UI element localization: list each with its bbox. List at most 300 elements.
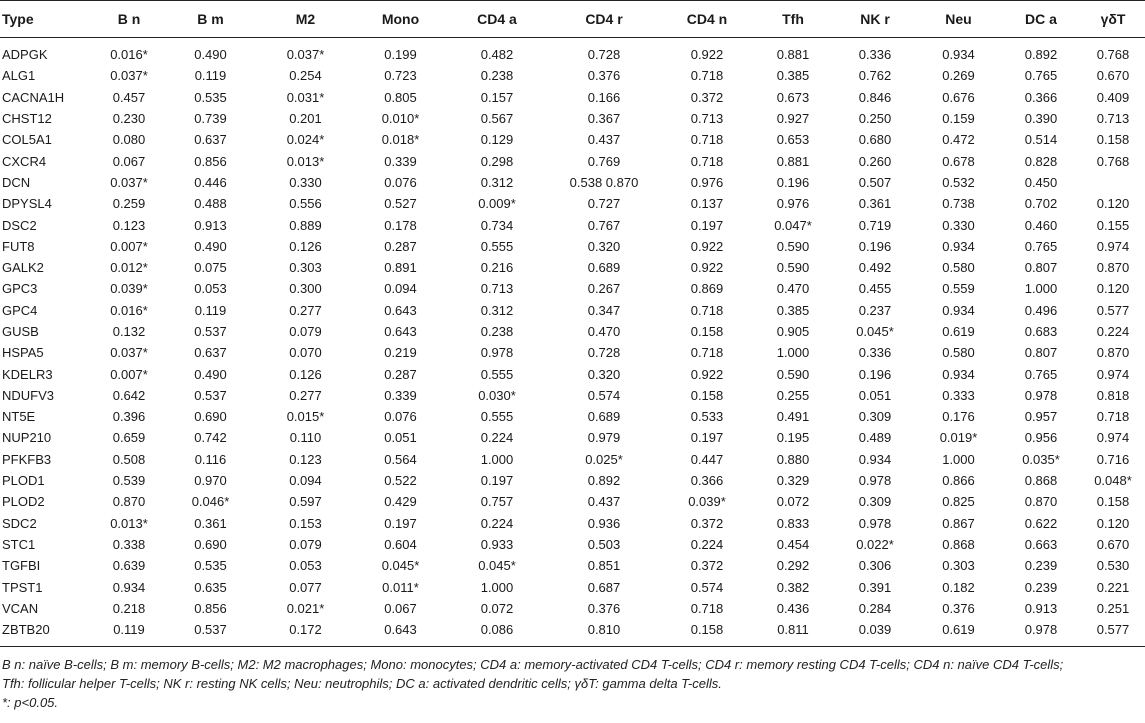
p-value-cell bbox=[1081, 172, 1145, 193]
table-row bbox=[0, 300, 1145, 321]
p-value-cell: 1.000 bbox=[480, 451, 514, 467]
p-value-cell: 0.472 bbox=[942, 132, 975, 148]
p-value-cell: 0.974 bbox=[1096, 238, 1130, 254]
p-value-cell: 0.330 bbox=[289, 174, 322, 190]
p-value-cell: 0.079 bbox=[289, 536, 322, 552]
table-row bbox=[0, 65, 1145, 86]
p-value-cell: 0.690 bbox=[194, 409, 227, 425]
p-value-cell: 0.978 bbox=[1001, 619, 1081, 647]
p-value-cell: 0.488 bbox=[194, 196, 227, 212]
table-row bbox=[0, 427, 1145, 448]
p-value-cell: 0.080 bbox=[112, 132, 146, 148]
p-value-cell: 0.110 bbox=[289, 430, 322, 446]
p-value-cell: 0.287 bbox=[384, 366, 417, 382]
gene-name-cell: DCN bbox=[2, 174, 31, 190]
p-value-cell: 0.072 bbox=[776, 494, 810, 510]
p-value-cell: 0.713 bbox=[480, 281, 514, 297]
p-value-cell: 0.292 bbox=[776, 558, 810, 574]
p-value-cell: 0.123 bbox=[289, 451, 322, 467]
table-footnotes bbox=[0, 655, 1145, 712]
p-value-cell: 0.320 bbox=[587, 366, 621, 382]
p-value-cell: 0.309 bbox=[858, 494, 892, 510]
p-value-cell: 0.978 bbox=[1024, 387, 1058, 403]
p-value-cell: 0.155 bbox=[1096, 217, 1130, 233]
p-value-cell: 0.856 bbox=[194, 600, 227, 616]
p-value-cell: 0.196 bbox=[858, 366, 892, 382]
p-value-cell: 0.870 bbox=[1096, 260, 1130, 276]
p-value-cell: 0.680 bbox=[858, 132, 892, 148]
p-value-cell: 0.653 bbox=[776, 132, 810, 148]
p-value-cell: 0.129 bbox=[480, 132, 514, 148]
p-value-cell: 0.922 bbox=[690, 238, 724, 254]
p-value-cell: 1.000 bbox=[480, 579, 514, 595]
table-row bbox=[0, 534, 1145, 555]
p-value-cell: 0.742 bbox=[194, 430, 227, 446]
p-value-cell: 0.022* bbox=[856, 536, 894, 552]
p-value-cell: 0.158 bbox=[1096, 494, 1130, 510]
p-value-cell: 0.429 bbox=[384, 494, 417, 510]
p-value-cell: 0.019* bbox=[939, 430, 978, 446]
p-value-cell: 0.120 bbox=[1096, 515, 1130, 531]
p-value-cell: 0.218 bbox=[112, 600, 146, 616]
table-row bbox=[0, 214, 1145, 235]
p-value-cell: 0.372 bbox=[690, 89, 724, 105]
p-value-cell: 0.687 bbox=[587, 579, 621, 595]
p-value-cell: 0.372 bbox=[690, 558, 724, 574]
gene-name-cell: HSPA5 bbox=[2, 345, 44, 361]
p-value-cell: 0.567 bbox=[480, 111, 514, 127]
p-value-cell: 0.818 bbox=[1096, 387, 1130, 403]
p-value-cell: 0.643 bbox=[384, 324, 417, 339]
p-value-cell: 0.132 bbox=[112, 324, 146, 339]
p-value-cell: 0.391 bbox=[858, 579, 892, 595]
p-value-cell: 0.718 bbox=[690, 132, 724, 148]
p-value-cell: 0.905 bbox=[776, 324, 810, 339]
p-value-cell: 0.833 bbox=[776, 515, 810, 531]
p-value-cell: 0.254 bbox=[289, 68, 322, 84]
p-value-cell: 0.810 bbox=[546, 619, 662, 647]
table-row bbox=[0, 513, 1145, 534]
p-value-cell: 0.076 bbox=[384, 174, 417, 190]
p-value-cell: 0.053 bbox=[194, 281, 227, 297]
table-row bbox=[0, 619, 1145, 647]
p-value-cell: 0.734 bbox=[480, 217, 514, 233]
table-row bbox=[0, 576, 1145, 597]
p-value-cell: 0.012* bbox=[110, 260, 148, 276]
p-value-cell: 0.590 bbox=[776, 366, 810, 382]
p-value-cell: 0.094 bbox=[384, 281, 417, 297]
table-row bbox=[0, 236, 1145, 257]
p-value-cell: 0.072 bbox=[480, 600, 514, 616]
table-row bbox=[0, 150, 1145, 171]
p-value-cell: 0.522 bbox=[384, 473, 417, 489]
p-value-cell: 0.559 bbox=[942, 281, 975, 297]
p-value-cell: 0.086 bbox=[448, 619, 546, 647]
p-value-cell: 0.018* bbox=[381, 132, 420, 148]
p-value-cell: 0.238 bbox=[480, 324, 514, 339]
gene-name-cell: TPST1 bbox=[2, 579, 43, 595]
p-value-cell: 0.260 bbox=[858, 153, 892, 169]
p-value-cell: 0.051 bbox=[384, 430, 417, 446]
p-value-cell: 0.126 bbox=[289, 366, 322, 382]
p-value-cell: 0.716 bbox=[1096, 451, 1130, 467]
p-value-cell: 0.913 bbox=[194, 217, 227, 233]
p-value-cell: 0.637 bbox=[194, 132, 227, 148]
p-value-cell: 0.094 bbox=[289, 473, 322, 489]
p-value-cell: 0.067 bbox=[112, 153, 146, 169]
p-value-cell: 0.868 bbox=[1024, 473, 1058, 489]
p-value-cell: 0.153 bbox=[289, 515, 322, 531]
p-value-cell: 0.574 bbox=[587, 387, 621, 403]
p-value-cell: 0.116 bbox=[194, 451, 227, 467]
table-row bbox=[0, 449, 1145, 470]
p-value-cell: 0.298 bbox=[480, 153, 514, 169]
p-value-cell: 0.556 bbox=[289, 196, 322, 212]
p-value-cell: 0.934 bbox=[942, 302, 975, 318]
p-value-cell: 0.016* bbox=[110, 302, 148, 318]
p-value-cell: 0.892 bbox=[1024, 47, 1058, 63]
p-value-cell: 0.718 bbox=[1096, 409, 1130, 425]
p-value-cell: 0.255 bbox=[776, 387, 810, 403]
p-value-cell: 0.076 bbox=[384, 409, 417, 425]
p-value-cell: 0.491 bbox=[776, 409, 810, 425]
p-value-cell: 0.535 bbox=[194, 89, 227, 105]
column-header: M2 bbox=[258, 1, 353, 38]
p-value-cell: 0.670 bbox=[1096, 68, 1130, 84]
p-value-cell: 0.678 bbox=[942, 153, 975, 169]
p-value-cell: 0.881 bbox=[776, 47, 810, 63]
abbreviations-line-2: Tfh: follicular helper T-cells; NK r: resting NK cells; Neu: neutrophils; DC a: activated dendritic cells; γδT: gamma delta T-cells. bbox=[2, 676, 722, 692]
p-value-cell: 0.237 bbox=[858, 302, 892, 318]
p-value-cell: 0.974 bbox=[1096, 430, 1130, 446]
gene-name-cell: PFKFB3 bbox=[2, 451, 52, 467]
gene-name-cell: GPC3 bbox=[2, 281, 38, 297]
p-value-cell: 0.024* bbox=[286, 132, 325, 148]
p-value-cell: 0.974 bbox=[1096, 366, 1130, 382]
p-value-cell: 0.035* bbox=[1022, 451, 1060, 467]
p-value-cell: 0.230 bbox=[112, 111, 146, 127]
p-value-cell: 0.718 bbox=[690, 302, 724, 318]
gene-name-cell: STC1 bbox=[2, 536, 36, 552]
p-value-cell: 0.201 bbox=[289, 111, 322, 127]
p-value-cell: 0.120 bbox=[1096, 196, 1130, 212]
p-value-cell: 0.489 bbox=[858, 430, 892, 446]
p-value-cell: 0.007* bbox=[110, 366, 148, 382]
p-value-cell: 0.259 bbox=[112, 196, 146, 212]
p-value-cell: 0.492 bbox=[858, 260, 892, 276]
p-value-cell: 0.892 bbox=[587, 473, 621, 489]
p-value-cell: 0.564 bbox=[384, 451, 417, 467]
p-value-cell: 0.719 bbox=[858, 217, 892, 233]
p-value-cell: 0.015* bbox=[286, 409, 325, 425]
p-value-cell: 0.176 bbox=[942, 409, 975, 425]
p-value-cell: 0.762 bbox=[858, 68, 892, 84]
p-value-cell: 0.157 bbox=[480, 89, 514, 105]
p-value-cell: 0.530 bbox=[1096, 558, 1130, 574]
p-value-cell: 0.590 bbox=[776, 260, 810, 276]
p-value-cell: 0.934 bbox=[858, 451, 892, 467]
p-value-cell: 0.532 bbox=[942, 174, 975, 190]
p-value-cell: 0.300 bbox=[289, 281, 322, 297]
gene-name-cell: ADPGK bbox=[2, 47, 48, 63]
p-value-cell: 0.197 bbox=[384, 515, 417, 531]
p-value-cell: 0.870 bbox=[1096, 345, 1130, 361]
p-value-cell: 0.284 bbox=[858, 600, 892, 616]
p-value-cell: 0.347 bbox=[587, 302, 621, 318]
abbreviations-line-1: B n: naïve B-cells; B m: memory B-cells; M2: M2 macrophages; Mono: monocytes; CD4 a: memory-activated CD4 T-cells; CD4 r: memory resting CD4 T-cells; CD4 n: naïve CD4 T-cells; bbox=[2, 657, 1064, 673]
table-row bbox=[0, 108, 1145, 129]
p-value-cell: 0.172 bbox=[258, 619, 353, 647]
p-value-cell: 0.619 bbox=[916, 619, 1001, 647]
p-value-cell: 0.079 bbox=[289, 324, 322, 339]
column-header: CD4 n bbox=[662, 1, 752, 38]
p-value-cell: 0.533 bbox=[690, 409, 724, 425]
p-value-cell: 0.178 bbox=[384, 217, 417, 233]
gene-name-cell: GALK2 bbox=[2, 260, 44, 276]
p-value-cell: 0.922 bbox=[690, 47, 724, 63]
p-value-cell: 0.077 bbox=[289, 579, 322, 595]
p-value-cell: 0.126 bbox=[289, 238, 322, 254]
p-value-cell: 0.303 bbox=[942, 558, 975, 574]
p-value-cell: 0.723 bbox=[384, 68, 417, 84]
p-value-cell: 0.718 bbox=[690, 600, 724, 616]
p-value-cell: 0.053 bbox=[289, 558, 322, 574]
table-row bbox=[0, 363, 1145, 384]
p-value-cell: 0.535 bbox=[194, 558, 227, 574]
p-value-cell: 0.768 bbox=[1096, 153, 1130, 169]
gene-name-cell: CHST12 bbox=[2, 111, 52, 127]
p-value-cell: 0.287 bbox=[384, 238, 417, 254]
p-value-cell: 0.158 bbox=[662, 619, 752, 647]
p-value-cell: 0.927 bbox=[776, 111, 810, 127]
p-value-cell: 0.447 bbox=[690, 451, 724, 467]
table-row bbox=[0, 193, 1145, 214]
p-value-cell: 0.765 bbox=[1024, 68, 1058, 84]
p-value-cell: 0.956 bbox=[1024, 430, 1058, 446]
p-value-cell: 0.037* bbox=[110, 68, 148, 84]
p-value-cell: 0.851 bbox=[587, 558, 621, 574]
p-value-cell: 0.922 bbox=[690, 366, 724, 382]
p-value-cell: 0.312 bbox=[480, 302, 514, 318]
p-value-cell: 0.460 bbox=[1024, 217, 1058, 233]
p-value-cell: 0.846 bbox=[858, 89, 892, 105]
p-value-cell: 0.537 bbox=[194, 324, 227, 339]
p-value-cell: 0.537 bbox=[163, 619, 258, 647]
p-value-cell: 0.221 bbox=[1096, 579, 1130, 595]
p-value-cell: 0.728 bbox=[587, 47, 621, 63]
p-value-cell: 0.713 bbox=[1096, 111, 1130, 127]
p-value-cell: 0.867 bbox=[942, 515, 975, 531]
column-header: Tfh bbox=[752, 1, 834, 38]
p-value-cell: 0.010* bbox=[381, 111, 420, 127]
p-value-cell: 0.030* bbox=[478, 387, 516, 403]
p-value-cell: 0.934 bbox=[942, 47, 975, 63]
p-value-cell: 0.158 bbox=[690, 387, 724, 403]
p-value-cell: 0.978 bbox=[858, 515, 892, 531]
p-value-cell: 0.537 bbox=[194, 387, 227, 403]
p-value-cell: 0.367 bbox=[587, 111, 621, 127]
p-value-cell: 0.269 bbox=[942, 68, 975, 84]
p-value-cell: 0.757 bbox=[480, 494, 514, 510]
p-value-cell: 0.574 bbox=[690, 579, 724, 595]
p-value-cell: 0.642 bbox=[112, 387, 146, 403]
p-value-cell: 0.238 bbox=[480, 68, 514, 84]
table-row bbox=[0, 87, 1145, 108]
p-value-cell: 0.765 bbox=[1024, 366, 1058, 382]
p-value-cell: 0.446 bbox=[194, 174, 227, 190]
p-value-cell: 0.828 bbox=[1024, 153, 1058, 169]
p-value-cell: 0.045* bbox=[478, 558, 516, 574]
p-value-cell: 0.119 bbox=[194, 68, 227, 84]
p-value-cell: 0.676 bbox=[942, 89, 975, 105]
gene-name-cell: TGFBI bbox=[2, 558, 41, 574]
p-value-cell: 0.267 bbox=[587, 281, 621, 297]
p-value-cell: 0.376 bbox=[587, 68, 621, 84]
gene-name-cell: COL5A1 bbox=[2, 132, 52, 148]
p-value-cell: 0.767 bbox=[587, 217, 621, 233]
p-value-cell: 0.013* bbox=[110, 515, 148, 531]
column-header: B n bbox=[95, 1, 163, 38]
p-value-cell: 0.219 bbox=[384, 345, 417, 361]
p-value-cell: 0.051 bbox=[858, 387, 892, 403]
p-value-cell: 0.196 bbox=[858, 238, 892, 254]
table-row bbox=[0, 555, 1145, 576]
p-value-cell: 0.437 bbox=[587, 494, 621, 510]
p-value-cell: 0.470 bbox=[776, 281, 810, 297]
p-value-cell: 0.039 bbox=[834, 619, 916, 647]
p-value-cell: 0.922 bbox=[690, 260, 724, 276]
p-value-cell: 0.025* bbox=[585, 451, 623, 467]
p-value-cell: 0.555 bbox=[480, 366, 514, 382]
p-value-cell: 0.619 bbox=[942, 324, 975, 339]
p-value-cell: 0.508 bbox=[112, 451, 146, 467]
p-value-cell: 0.643 bbox=[384, 302, 417, 318]
p-value-cell: 0.197 bbox=[690, 217, 724, 233]
p-value-cell: 0.868 bbox=[942, 536, 975, 552]
p-value-cell: 0.934 bbox=[112, 579, 146, 595]
p-value-cell: 0.039* bbox=[110, 281, 148, 297]
p-value-cell: 0.330 bbox=[942, 217, 975, 233]
p-value-cell: 0.239 bbox=[1024, 558, 1058, 574]
p-value-cell: 0.196 bbox=[776, 174, 810, 190]
p-value-cell: 0.457 bbox=[112, 89, 146, 105]
p-value-cell: 0.470 bbox=[587, 324, 621, 339]
p-value-cell: 0.690 bbox=[194, 536, 227, 552]
p-value-cell: 0.718 bbox=[690, 68, 724, 84]
table-row bbox=[0, 321, 1145, 342]
p-value-cell: 0.037* bbox=[110, 174, 148, 190]
p-value-cell: 0.409 bbox=[1096, 89, 1130, 105]
table-row bbox=[0, 342, 1145, 363]
gene-name-cell: GPC4 bbox=[2, 302, 38, 318]
table-row bbox=[0, 598, 1145, 619]
p-value-cell: 0.197 bbox=[480, 473, 514, 489]
p-value-cell: 0.385 bbox=[776, 302, 810, 318]
p-value-cell: 0.007* bbox=[110, 238, 148, 254]
p-value-cell: 0.805 bbox=[384, 89, 417, 105]
column-header: Neu bbox=[916, 1, 1001, 38]
p-value-cell: 0.119 bbox=[194, 302, 227, 318]
p-value-cell: 0.021* bbox=[286, 600, 325, 616]
p-value-cell: 0.639 bbox=[112, 558, 146, 574]
p-value-cell: 0.739 bbox=[194, 111, 227, 127]
p-value-cell: 0.637 bbox=[194, 345, 227, 361]
p-value-cell: 0.936 bbox=[587, 515, 621, 531]
p-value-cell: 0.372 bbox=[690, 515, 724, 531]
p-value-cell: 0.538 0.870 bbox=[569, 174, 639, 190]
gene-name-cell: FUT8 bbox=[2, 238, 35, 254]
p-value-cell: 0.166 bbox=[587, 89, 621, 105]
p-value-cell: 0.490 bbox=[194, 238, 227, 254]
p-value-cell: 0.224 bbox=[690, 536, 724, 552]
p-value-cell: 0.597 bbox=[289, 494, 322, 510]
p-value-cell: 0.037* bbox=[286, 47, 325, 63]
p-value-cell: 0.727 bbox=[587, 196, 621, 212]
p-value-cell: 0.216 bbox=[480, 260, 514, 276]
p-value-cell: 1.000 bbox=[1024, 281, 1058, 297]
p-value-cell: 0.856 bbox=[194, 153, 227, 169]
p-value-cell: 0.555 bbox=[480, 409, 514, 425]
p-value-cell: 0.159 bbox=[942, 111, 975, 127]
p-value-cell: 0.539 bbox=[112, 473, 146, 489]
p-value-cell: 0.037* bbox=[110, 345, 148, 361]
p-value-cell: 0.067 bbox=[384, 600, 417, 616]
p-value-cell: 0.195 bbox=[776, 430, 810, 446]
p-value-cell: 0.490 bbox=[194, 47, 227, 63]
p-value-cell: 0.891 bbox=[384, 260, 417, 276]
gene-name-cell: NDUFV3 bbox=[2, 387, 55, 403]
p-value-cell: 0.336 bbox=[858, 47, 892, 63]
p-value-cell: 0.728 bbox=[587, 345, 621, 361]
table-body bbox=[0, 38, 1145, 647]
p-value-cell: 0.702 bbox=[1024, 196, 1058, 212]
p-value-cell: 0.039* bbox=[688, 494, 726, 510]
p-value-cell: 0.807 bbox=[1024, 260, 1058, 276]
p-value-cell: 0.013* bbox=[286, 153, 325, 169]
p-value-cell: 0.048* bbox=[1094, 473, 1132, 489]
p-value-cell: 0.604 bbox=[384, 536, 417, 552]
p-value-cell: 0.503 bbox=[587, 536, 621, 552]
p-value-cell: 0.437 bbox=[587, 132, 621, 148]
gene-name-cell: CACNA1H bbox=[2, 89, 65, 105]
p-value-cell: 0.889 bbox=[289, 217, 322, 233]
column-header: γδT bbox=[1081, 1, 1145, 38]
p-value-cell: 0.376 bbox=[942, 600, 975, 616]
p-value-cell: 0.329 bbox=[776, 473, 810, 489]
p-value-cell: 0.913 bbox=[1024, 600, 1058, 616]
p-value-cell: 0.031* bbox=[286, 89, 325, 105]
p-value-cell: 0.320 bbox=[587, 238, 621, 254]
column-header: B m bbox=[163, 1, 258, 38]
p-value-cell: 0.366 bbox=[1024, 89, 1058, 105]
p-value-cell: 0.881 bbox=[776, 153, 810, 169]
header-row bbox=[0, 1, 1145, 38]
table-row bbox=[0, 278, 1145, 299]
p-value-cell: 0.366 bbox=[690, 473, 724, 489]
p-value-cell: 0.825 bbox=[942, 494, 975, 510]
p-value-cell: 0.239 bbox=[1024, 579, 1058, 595]
p-value-cell: 0.075 bbox=[194, 260, 227, 276]
p-value-cell: 0.306 bbox=[858, 558, 892, 574]
gene-name-cell: SDC2 bbox=[2, 515, 37, 531]
p-value-cell: 0.047* bbox=[774, 217, 812, 233]
p-value-cell: 0.934 bbox=[942, 238, 975, 254]
p-value-cell: 0.382 bbox=[776, 579, 810, 595]
p-value-cell: 0.333 bbox=[942, 387, 975, 403]
p-value-cell: 0.436 bbox=[776, 600, 810, 616]
p-value-cell: 0.635 bbox=[194, 579, 227, 595]
gene-name-cell: VCAN bbox=[2, 600, 39, 616]
